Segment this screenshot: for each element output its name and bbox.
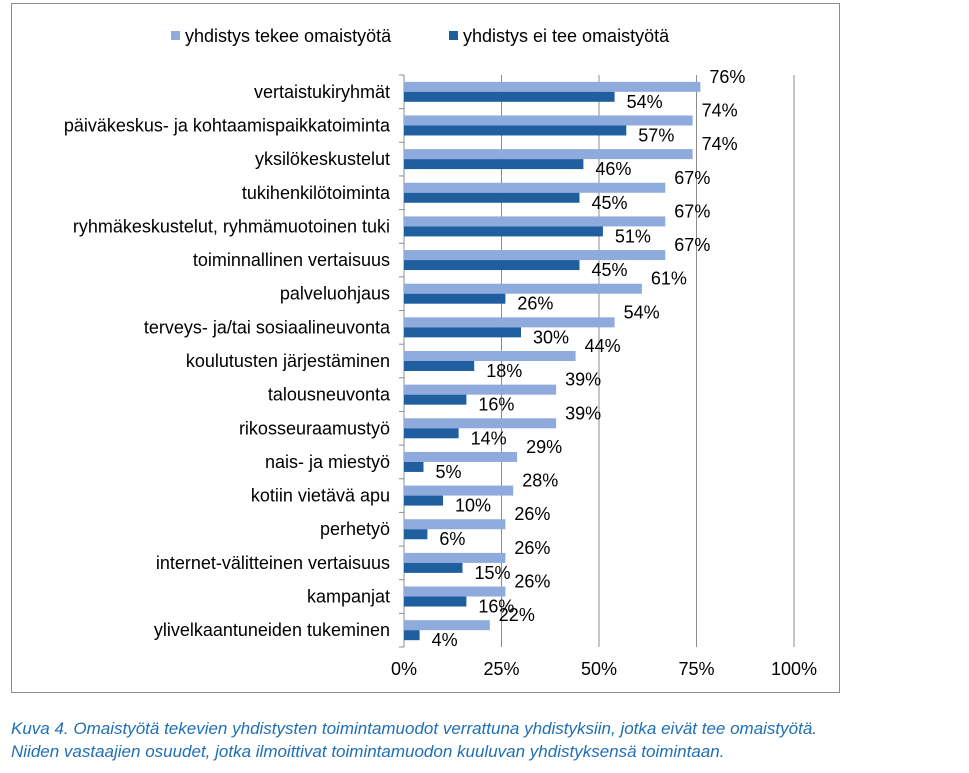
x-tick-label: 100%: [770, 659, 818, 679]
bar-series-1: [404, 149, 693, 159]
category-label: palveluohjaus: [279, 283, 390, 304]
data-label-series-1: 74%: [701, 100, 738, 121]
category-label: tukihenkilötoiminta: [241, 182, 390, 203]
bar-series-2: [404, 92, 615, 102]
data-label-series-2: 16%: [478, 596, 515, 617]
category-label: kampanjat: [306, 586, 390, 607]
bar-series-2: [404, 361, 474, 371]
data-label-series-1: 26%: [514, 571, 551, 592]
bar-series-1: [404, 385, 556, 395]
category-label: toiminnallinen vertaisuus: [192, 250, 390, 271]
bar-series-1: [404, 486, 513, 496]
x-tick-label: 0%: [390, 659, 418, 679]
data-label-series-2: 45%: [591, 260, 628, 281]
category-label: yksilökeskustelut: [254, 149, 390, 170]
data-label-series-1: 67%: [674, 201, 711, 222]
data-label-series-1: 29%: [526, 436, 563, 457]
data-label-series-2: 30%: [533, 327, 570, 348]
data-label-series-2: 16%: [478, 394, 515, 415]
bar-series-1: [404, 620, 490, 630]
data-label-series-1: 74%: [701, 134, 738, 155]
bar-series-1: [404, 418, 556, 428]
bar-series-2: [404, 496, 443, 506]
category-label: ryhmäkeskustelut, ryhmämuotoinen tuki: [72, 216, 390, 237]
bar-series-2: [404, 327, 521, 337]
data-label-series-1: 22%: [498, 605, 535, 626]
category-label: kotiin vietävä apu: [250, 485, 390, 506]
bar-series-2: [404, 597, 466, 607]
data-label-series-1: 26%: [514, 504, 551, 525]
data-label-series-2: 46%: [595, 159, 632, 180]
x-tick-label: 50%: [580, 659, 618, 679]
data-label-series-1: 26%: [514, 537, 551, 558]
bar-series-2: [404, 294, 505, 304]
data-label-series-1: 54%: [623, 302, 660, 323]
bar-series-2: [404, 395, 466, 405]
category-label: nais- ja miestyö: [264, 451, 390, 472]
data-label-series-2: 51%: [614, 226, 651, 247]
legend-swatch-series-1: [171, 31, 180, 40]
data-label-series-2: 26%: [517, 293, 554, 314]
bar-series-1: [404, 216, 665, 226]
bar-series-2: [404, 193, 580, 203]
bar-series-2: [404, 563, 463, 573]
category-label: rikosseuraamustyö: [238, 418, 390, 439]
data-label-series-2: 57%: [638, 125, 675, 146]
data-label-series-2: 10%: [455, 495, 492, 516]
bar-series-2: [404, 462, 424, 472]
bar-series-1: [404, 452, 517, 462]
bar-series-2: [404, 260, 580, 270]
legend-label-series-2: yhdistys ei tee omaistyötä: [463, 26, 670, 46]
bar-series-1: [404, 553, 505, 563]
data-label-series-2: 15%: [474, 562, 511, 583]
data-label-series-2: 54%: [626, 91, 663, 112]
caption-line-2: Niiden vastaajien osuudet, jotka ilmoittivat toimintamuodon kuuluvan yhdistyksensä toimintaan.: [11, 742, 725, 761]
data-label-series-1: 39%: [565, 403, 602, 424]
caption-line-1: Kuva 4. Omaistyötä tekevien yhdistysten toimintamuodot verrattuna yhdistyksiin, jotka eivät tee omaistyötä.: [11, 719, 817, 738]
data-label-series-2: 45%: [591, 192, 628, 213]
category-label: koulutusten järjestäminen: [185, 351, 390, 371]
data-label-series-2: 4%: [431, 630, 458, 651]
data-label-series-1: 44%: [584, 336, 621, 356]
data-label-series-2: 5%: [435, 461, 462, 482]
data-label-series-1: 61%: [650, 268, 687, 289]
category-label: terveys- ja/tai sosiaalineuvonta: [143, 317, 390, 338]
category-label: talousneuvonta: [267, 384, 390, 405]
legend-label-series-1: yhdistys tekee omaistyötä: [185, 26, 392, 46]
chart-frame: [11, 3, 840, 693]
category-label: päiväkeskus- ja kohtaamispaikkatoiminta: [63, 115, 390, 136]
category-label: internet-välitteinen vertaisuus: [155, 552, 390, 573]
data-label-series-1: 39%: [565, 369, 602, 390]
x-tick-label: 25%: [483, 659, 520, 679]
category-label: ylivelkaantuneiden tukeminen: [153, 620, 390, 641]
bar-series-2: [404, 159, 583, 169]
bar-series-2: [404, 630, 420, 640]
data-label-series-1: 28%: [522, 470, 559, 491]
data-label-series-1: 67%: [674, 167, 711, 188]
bar-series-2: [404, 226, 603, 236]
category-label: vertaistukiryhmät: [253, 81, 390, 102]
bar-series-1: [404, 587, 505, 597]
bar-series-2: [404, 529, 427, 539]
bar-series-2: [404, 428, 459, 438]
bar-series-2: [404, 125, 626, 135]
legend-swatch-series-2: [449, 31, 458, 40]
bar-series-1: [404, 317, 615, 327]
bar-series-1: [404, 351, 576, 361]
bar-series-1: [404, 519, 505, 529]
category-label: perhetyö: [319, 519, 390, 540]
data-label-series-1: 67%: [674, 235, 711, 256]
bar-chart: [12, 4, 841, 694]
figure-caption: [11, 717, 966, 763]
data-label-series-1: 76%: [709, 66, 746, 87]
x-tick-label: 75%: [678, 659, 715, 679]
bar-series-1: [404, 250, 665, 260]
bar-series-1: [404, 82, 700, 92]
data-label-series-2: 6%: [439, 529, 466, 550]
bar-series-1: [404, 284, 642, 294]
data-label-series-2: 14%: [470, 428, 507, 449]
data-label-series-2: 18%: [486, 361, 523, 381]
bar-series-1: [404, 115, 693, 125]
bar-series-1: [404, 183, 665, 193]
